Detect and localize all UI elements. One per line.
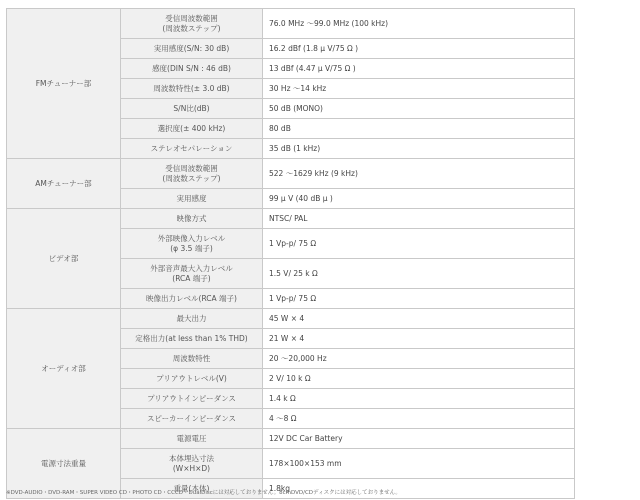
- spec-row: [7, 209, 575, 229]
- spec-label: [121, 449, 263, 479]
- spec-row: [7, 159, 575, 189]
- spec-label: [121, 119, 263, 139]
- spec-table-body: [7, 9, 575, 499]
- spec-value: 1.4 k Ω: [263, 389, 575, 409]
- spec-label-line: 外部映像入力レベル: [157, 233, 226, 243]
- spec-label-line: (φ 3.5 端子): [170, 243, 213, 253]
- spec-table: [6, 8, 575, 499]
- spec-value: 4 ～8 Ω: [263, 409, 575, 429]
- spec-label-line: 感度(DIN S/N : 46 dB): [152, 63, 231, 73]
- spec-value: NTSC/ PAL: [263, 209, 575, 229]
- spec-label-line: 受信周波数範囲: [165, 163, 218, 173]
- section-name: 電源寸法重量: [7, 429, 121, 499]
- spec-label-line: 定格出力(at less than 1% THD): [135, 333, 248, 343]
- spec-value: 50 dB (MONO): [263, 99, 575, 119]
- spec-label: [121, 139, 263, 159]
- spec-label-line: (周波数ステップ): [162, 23, 221, 33]
- spec-label: [121, 229, 263, 259]
- spec-label: [121, 259, 263, 289]
- spec-label: [121, 309, 263, 329]
- spec-label: [121, 409, 263, 429]
- spec-label-line: スピーカーインピーダンス: [146, 413, 237, 423]
- spec-label: [121, 189, 263, 209]
- section-name: AMチューナー部: [7, 159, 121, 209]
- spec-value: 99 μ V (40 dB μ ): [263, 189, 575, 209]
- spec-value: 1.8kg: [263, 479, 575, 499]
- spec-value: 35 dB (1 kHz): [263, 139, 575, 159]
- spec-row: [7, 9, 575, 39]
- section-name: ビデオ部: [7, 209, 121, 309]
- spec-value: 30 Hz ～14 kHz: [263, 79, 575, 99]
- spec-label: [121, 79, 263, 99]
- spec-label-line: (W×H×D): [172, 463, 211, 473]
- spec-label: [121, 389, 263, 409]
- spec-label-line: 映像方式: [176, 213, 207, 223]
- footnote: ※DVD-AUDIO・DVD-RAM・SUPER VIDEO CD・PHOTO CD・CCCD・DualDiscには対応しておりません。8cmDVD/CDディスクには対応しておりません。: [6, 490, 401, 496]
- spec-label: [121, 39, 263, 59]
- spec-label: [121, 159, 263, 189]
- spec-label-line: (RCA 端子): [172, 273, 211, 283]
- spec-value: 16.2 dBf (1.8 μ V/75 Ω ): [263, 39, 575, 59]
- spec-label-line: 重量(本体): [173, 483, 210, 493]
- spec-label-line: プリアウトレベル(V): [156, 373, 227, 383]
- spec-value: 76.0 MHz ～99.0 MHz (100 kHz): [263, 9, 575, 39]
- spec-label-line: 実用感度: [176, 193, 207, 203]
- spec-label-line: (周波数ステップ): [162, 173, 221, 183]
- spec-label-line: 本体埋込寸法: [169, 453, 214, 463]
- spec-label-line: 最大出力: [176, 313, 207, 323]
- spec-label-line: 外部音声最大入力レベル: [150, 263, 233, 273]
- spec-label-line: 周波数特性(± 3.0 dB): [153, 83, 230, 93]
- spec-row: [7, 309, 575, 329]
- spec-label: [121, 9, 263, 39]
- spec-label-line: 映像出力レベル(RCA 端子): [146, 293, 237, 303]
- spec-row: [7, 429, 575, 449]
- spec-label: [121, 289, 263, 309]
- spec-value: 2 V/ 10 k Ω: [263, 369, 575, 389]
- spec-value: 13 dBf (4.47 μ V/75 Ω ): [263, 59, 575, 79]
- section-name: オーディオ部: [7, 309, 121, 429]
- spec-label-line: 選択度(± 400 kHz): [157, 123, 226, 133]
- spec-label-line: 周波数特性: [172, 353, 211, 363]
- spec-label: [121, 59, 263, 79]
- spec-label: [121, 209, 263, 229]
- spec-value: 20 ～20,000 Hz: [263, 349, 575, 369]
- spec-label-line: 受信周波数範囲: [165, 13, 218, 23]
- spec-label: [121, 99, 263, 119]
- spec-label-line: S/N比(dB): [173, 103, 210, 113]
- spec-value: 1 Vp-p/ 75 Ω: [263, 229, 575, 259]
- spec-value: 45 W × 4: [263, 309, 575, 329]
- spec-value: 12V DC Car Battery: [263, 429, 575, 449]
- spec-label: [121, 369, 263, 389]
- spec-value: 1 Vp-p/ 75 Ω: [263, 289, 575, 309]
- spec-value: 21 W × 4: [263, 329, 575, 349]
- spec-label: [121, 349, 263, 369]
- spec-label: [121, 329, 263, 349]
- spec-label-line: 電源電圧: [176, 433, 207, 443]
- spec-label-line: プリアウトインピーダンス: [147, 393, 236, 403]
- spec-label: [121, 429, 263, 449]
- spec-value: 178×100×153 mm: [263, 449, 575, 479]
- spec-value: 522 ～1629 kHz (9 kHz): [263, 159, 575, 189]
- spec-value: 1.5 V/ 25 k Ω: [263, 259, 575, 289]
- section-name: FMチューナー部: [7, 9, 121, 159]
- spec-label-line: ステレオセパレーション: [150, 143, 233, 153]
- spec-label-line: 実用感度(S/N: 30 dB): [153, 43, 230, 53]
- spec-value: 80 dB: [263, 119, 575, 139]
